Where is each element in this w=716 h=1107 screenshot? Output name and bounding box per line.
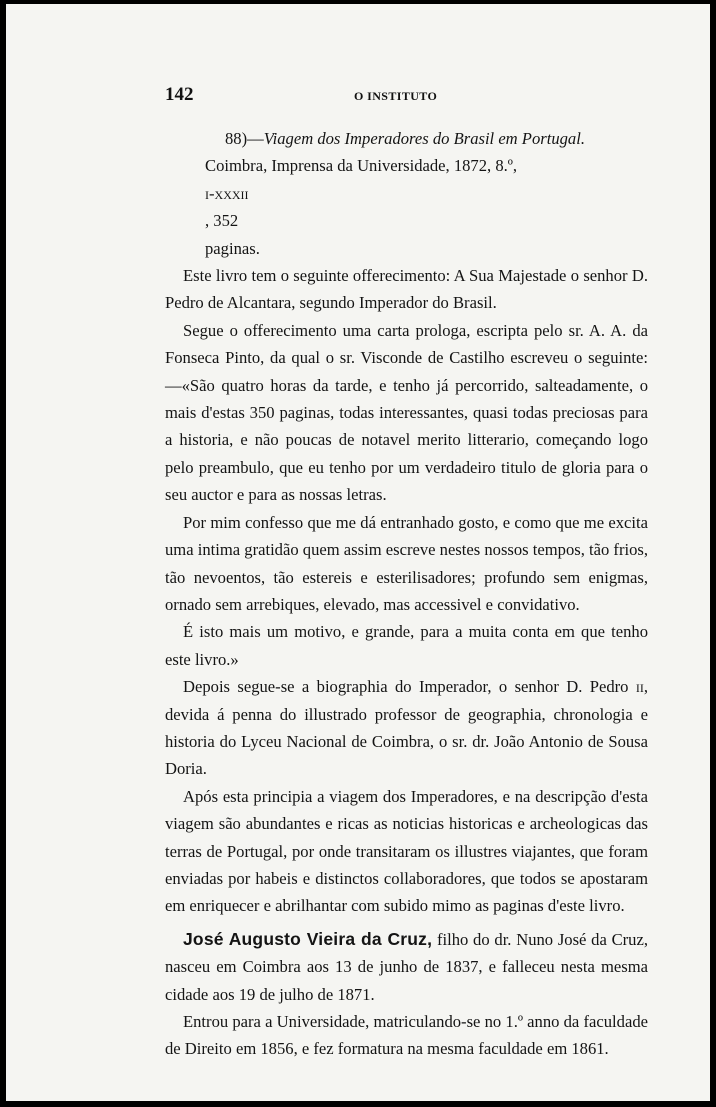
paragraph-journey: Após esta principia a viagem dos Imperadores, e na descripção d'esta viagem são abundantes e ricas as noticias historicas e archeologicas das terras de Portugal, por onde transitaram os illustres viajantes, que foram enviadas por habeis e distinctos collaboradores, que todos se apostaram em enriquecer e abrilhantar com subido mimo as paginas d'este livro.	[165, 786, 648, 916]
bibliographic-entry-imprint	[165, 152, 648, 262]
entry-pages-tail: , 352	[205, 211, 239, 231]
paragraph-emperor-biography: Depois segue-se a biographia do Imperador, o senhor D. Pedro ii, devida á penna do illustrado professor de geographia, chronologia e historia do Lyceu Nacional de Coimbra, o sr. dr. João Antonio de Sousa Doria.	[165, 677, 648, 779]
paragraph-prologue-letter: Segue o offerecimento uma carta prologa, escripta pelo sr. A. A. da Fonseca Pinto, da qual o sr. Visconde de Castilho escreveu o seguinte:—«São quatro horas da tarde, e tenho já percorrido, salteadamente, o mais d'estas 350 paginas, todas interessantes, quasi todas preciosas para a historia, e não poucas de notavel merito litterario, começando logo pelo preambulo, que eu tenho por um verdadeiro titulo de gloria para o seu auctor e para as nossas letras.	[165, 320, 648, 505]
page-body	[165, 125, 648, 1063]
biography-name: José Augusto Vieira da Cruz,	[183, 928, 433, 949]
biography-university: Entrou para a Universidade, matriculando-se no 1.º anno da faculdade de Direito em 1856, e fez formatura na mesma faculdade em 1861.	[165, 1012, 648, 1059]
entry-pages-word: paginas.	[205, 238, 260, 258]
biography-entry	[165, 926, 648, 1008]
entry-imprint-line: Coimbra, Imprensa da Universidade, 1872, 8.º, i-xxxii , 352	[205, 152, 648, 234]
entry-pages-roman: i-xxxii	[205, 183, 249, 203]
roman-numeral: ii	[635, 677, 644, 697]
paragraph-motive: É isto mais um motivo, e grande, para a muita conta em que tenho este livro.»	[165, 622, 648, 669]
page-number: 142	[165, 84, 194, 105]
bibliographic-entry-heading	[165, 125, 648, 152]
entry-dash: —	[247, 129, 264, 148]
page-header	[165, 84, 645, 106]
entry-title: Viagem dos Imperadores do Brasil em Portugal.	[263, 129, 585, 148]
paragraph-gratitude: Por mim confesso que me dá entranhado gosto, e como que me excita uma intima gratidão quem assim escreve nestes nossos tempos, tão frios, tão nevoentos, tão estereis e esterilisadores; profundo sem enigmas, ornado sem arrebiques, elevado, mas accessivel e convidativo.	[165, 512, 648, 614]
paragraph-dedication: Este livro tem o seguinte offerecimento: A Sua Majestade o senhor D. Pedro de Alcantara, segundo Imperador do Brasil.	[165, 266, 648, 313]
document-page	[6, 4, 710, 1101]
biography-text: filho do dr. Nuno José da Cruz, nasceu em Coimbra aos 13 de junho de 1837, e falleceu nesta mesma cidade aos 19 de julho de 1871.	[165, 929, 648, 1004]
entry-number: 88)	[225, 129, 248, 148]
running-title: O INSTITUTO	[354, 89, 438, 103]
